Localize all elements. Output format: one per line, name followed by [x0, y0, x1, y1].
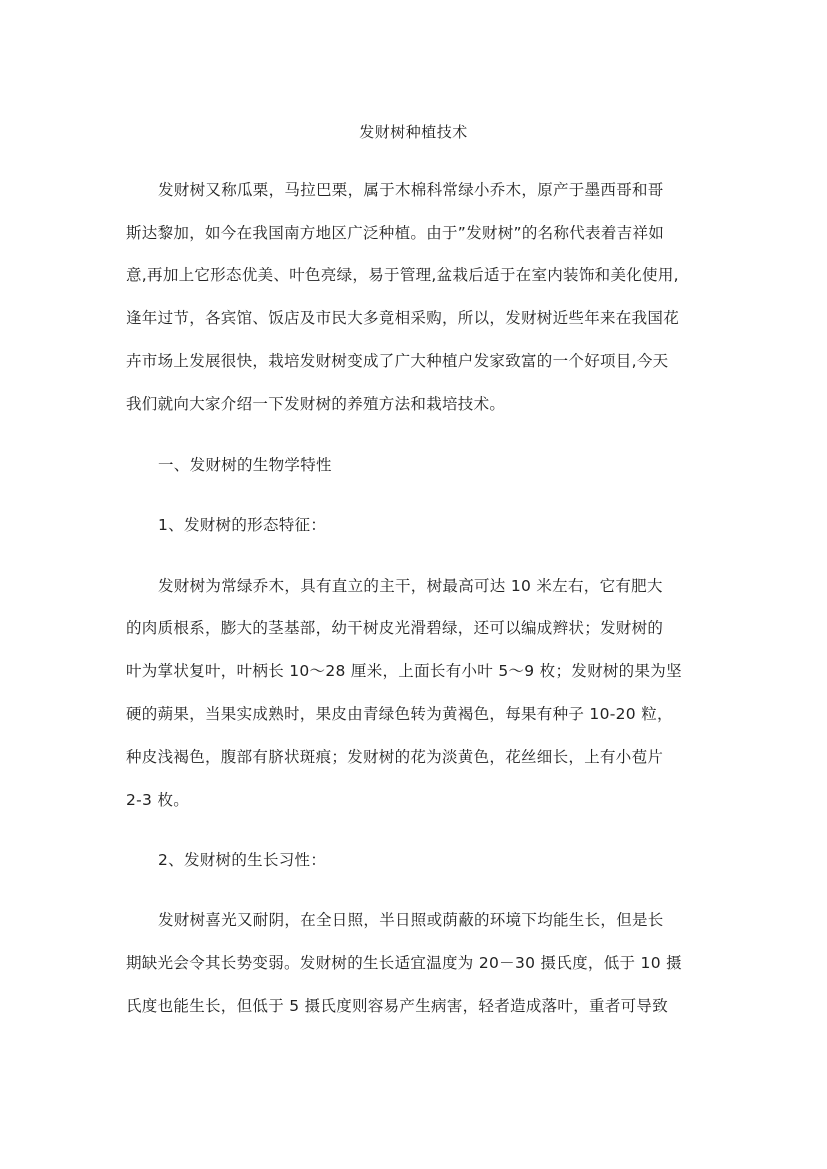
paragraph-line: 期缺光会令其长势变弱。发财树的生长适宜温度为 20－30 摄氏度，低于 10 摄: [126, 954, 682, 972]
document-title: 发财树种植技术: [359, 123, 468, 141]
paragraph-line: 意,再加上它形态优美、叶色亮绿，易于管理,盆栽后适于在室内装饰和美化使用,: [126, 266, 679, 284]
paragraph-line: 逢年过节，各宾馆、饭店及市民大多竟相采购，所以，发财树近些年来在我国花: [126, 309, 680, 327]
paragraph-line: 我们就向大家介绍一下发财树的养殖方法和栽培技术。: [126, 395, 506, 413]
paragraph-line: 氏度也能生长，但低于 5 摄氏度则容易产生病害，轻者造成落叶，重者可导致: [126, 997, 669, 1015]
subsection-heading: 1、发财树的形态特征：: [158, 516, 327, 534]
paragraph-line: 的肉质根系，膨大的茎基部，幼干树皮光滑碧绿，还可以编成辫状；发财树的: [126, 619, 664, 637]
paragraph-line: 斯达黎加，如今在我国南方地区广泛种植。由于”发财树”的名称代表着吉祥如: [126, 224, 665, 242]
paragraph-line: 2-3 枚。: [126, 791, 190, 809]
subsection-heading: 2、发财树的生长习性：: [158, 851, 327, 869]
paragraph-line: 发财树又称瓜栗，马拉巴栗，属于木棉科常绿小乔木，原产于墨西哥和哥: [158, 181, 664, 199]
section-heading: 一、发财树的生物学特性: [158, 456, 332, 474]
paragraph-line: 发财树喜光又耐阴，在全日照，半日照或荫蔽的环境下均能生长，但是长: [158, 911, 664, 929]
paragraph-line: 叶为掌状复叶，叶柄长 10～28 厘米，上面长有小叶 5～9 枚；发财树的果为坚: [126, 662, 682, 680]
paragraph-line: 发财树为常绿乔木，具有直立的主干，树最高可达 10 米左右，它有肥大: [158, 577, 663, 595]
paragraph-line: 硬的蒴果，当果实成熟时，果皮由青绿色转为黄褐色，每果有种子 10-20 粒，: [126, 705, 673, 723]
paragraph-line: 卉市场上发展很快，栽培发财树变成了广大种植户发家致富的一个好项目,今天: [126, 352, 669, 370]
paragraph-line: 种皮浅褐色，腹部有脐状斑痕；发财树的花为淡黄色，花丝细长，上有小苞片: [126, 748, 664, 766]
